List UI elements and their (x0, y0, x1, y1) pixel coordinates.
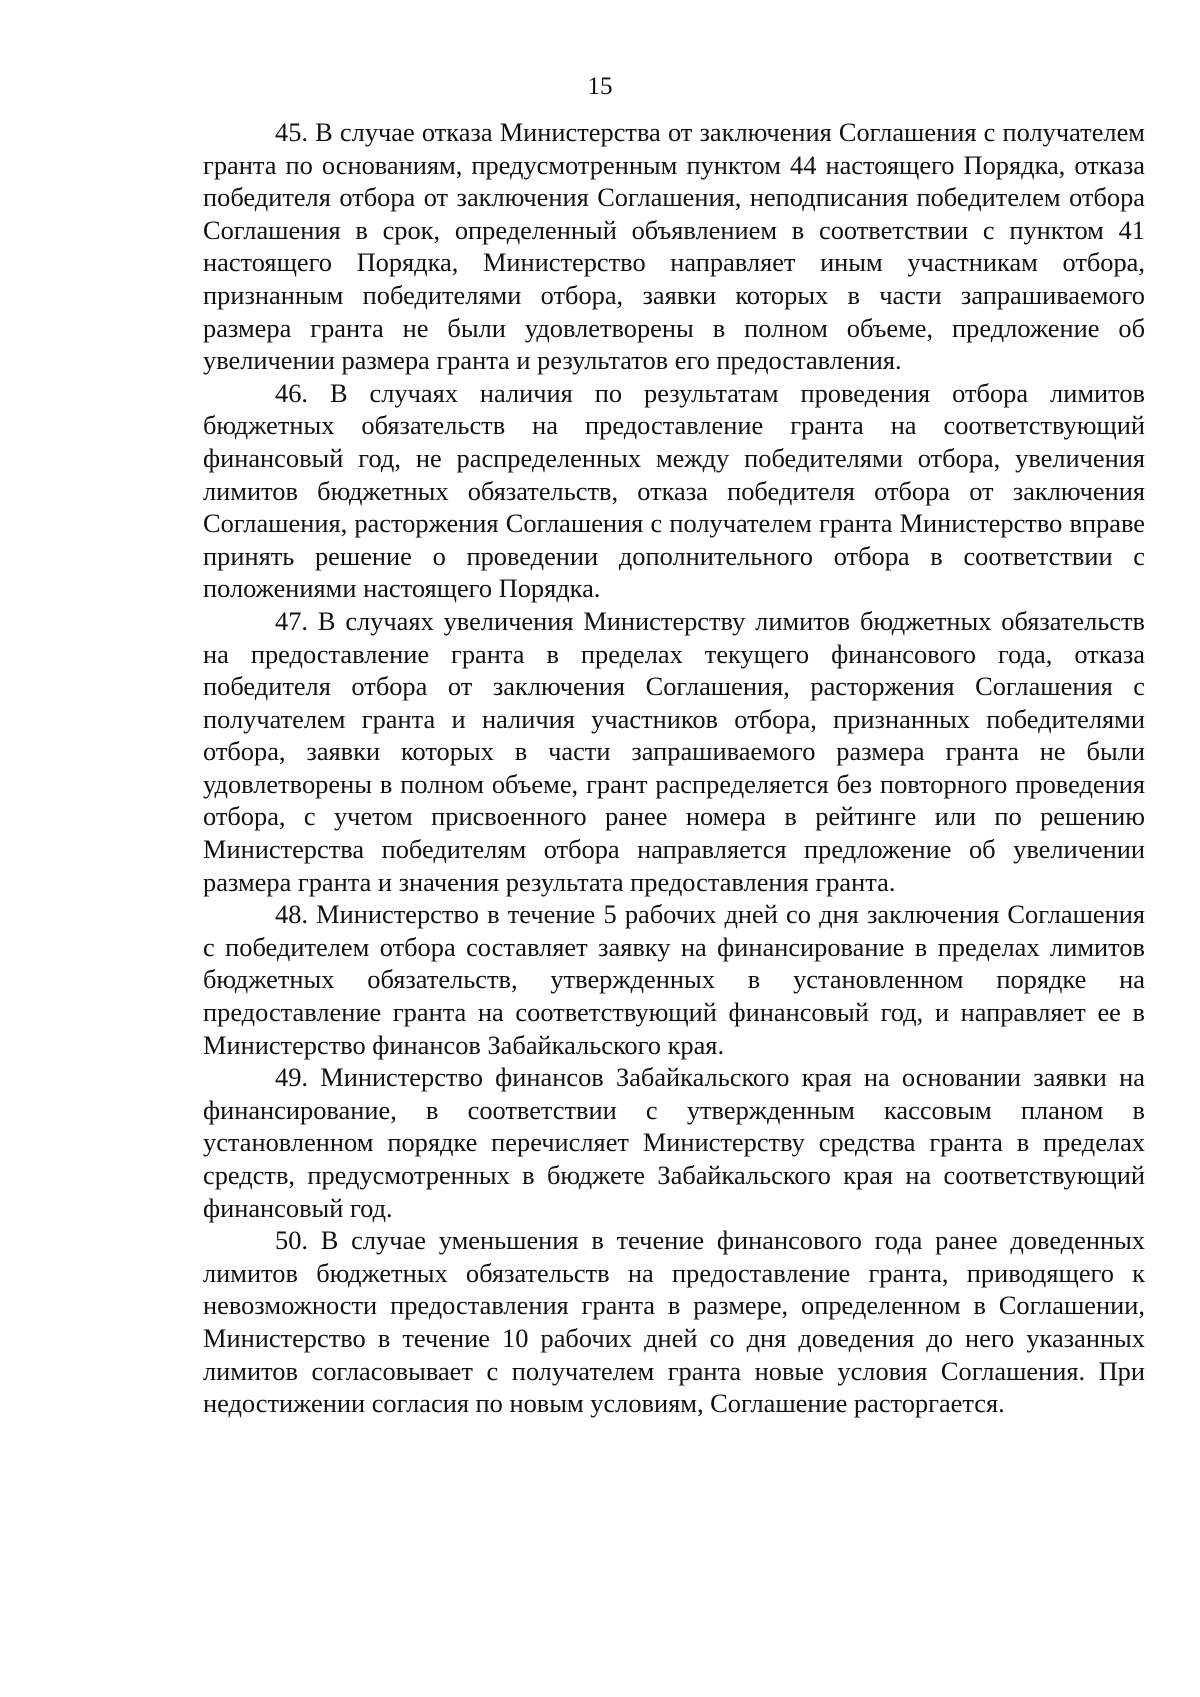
document-body (203, 116, 1145, 1420)
page-number: 15 (587, 73, 613, 100)
paragraph-45: 45. В случае отказа Министерства от заключения Соглашения с получателем гранта по основаниям, предусмотренным пунктом 44 настоящего Порядка, отказа победителя отбора от заключения Соглашения, неподписания победителем отбора Соглашения в срок, определенный объявлением в соответствии с пунктом 41 настоящего Порядка, Министерство направляет иным участникам отбора, признанным победителями отбора, заявки которых в части запрашиваемого размера гранта не были удовлетворены в полном объеме, предложение об увеличении размера гранта и результатов его предоставления. (203, 117, 1145, 376)
paragraph-49: 49. Министерство финансов Забайкальского края на основании заявки на финансирование, в соответствии с утвержденным кассовым планом в установленном порядке перечисляет Министерству средства гранта в пределах средств, предусмотренных в бюджете Забайкальского края на соответствующий финансовый год. (203, 1062, 1145, 1223)
paragraph-46: 46. В случаях наличия по результатам проведения отбора лимитов бюджетных обязательств на предоставление гранта на соответствующий финансовый год, не распределенных между победителями отбора, увеличения лимитов бюджетных обязательств, отказа победителя отбора от заключения Соглашения, расторжения Соглашения с получателем гранта Министерство вправе принять решение о проведении дополнительного отбора в соответствии с положениями настоящего Порядка. (203, 377, 1145, 604)
paragraph-48: 48. Министерство в течение 5 рабочих дней со дня заключения Соглашения с победителем отбора составляет заявку на финансирование в пределах лимитов бюджетных обязательств, утвержденных в установленном порядке на предоставление гранта на соответствующий финансовый год, и направляет ее в Министерство финансов Забайкальского края. (203, 899, 1145, 1060)
paragraph-47: 47. В случаях увеличения Министерству лимитов бюджетных обязательств на предоставление гранта в пределах текущего финансового года, отказа победителя отбора от заключения Соглашения, расторжения Соглашения с получателем гранта и наличия участников отбора, признанных победителями отбора, заявки которых в части запрашиваемого размера гранта не были удовлетворены в полном объеме, грант распределяется без повторного проведения отбора, с учетом присвоенного ранее номера в рейтинге или по решению Министерства победителям отбора направляется предложение об увеличении размера гранта и значения результата предоставления гранта. (203, 605, 1145, 897)
paragraph-50: 50. В случае уменьшения в течение финансового года ранее доведенных лимитов бюджетных обязательств на предоставление гранта, приводящего к невозможности предоставления гранта в размере, определенном в Соглашении, Министерство в течение 10 рабочих дней со дня доведения до него указанных лимитов согласовывает с получателем гранта новые условия Соглашения. При недостижении согласия по новым условиям, Соглашение расторгается. (203, 1225, 1145, 1419)
